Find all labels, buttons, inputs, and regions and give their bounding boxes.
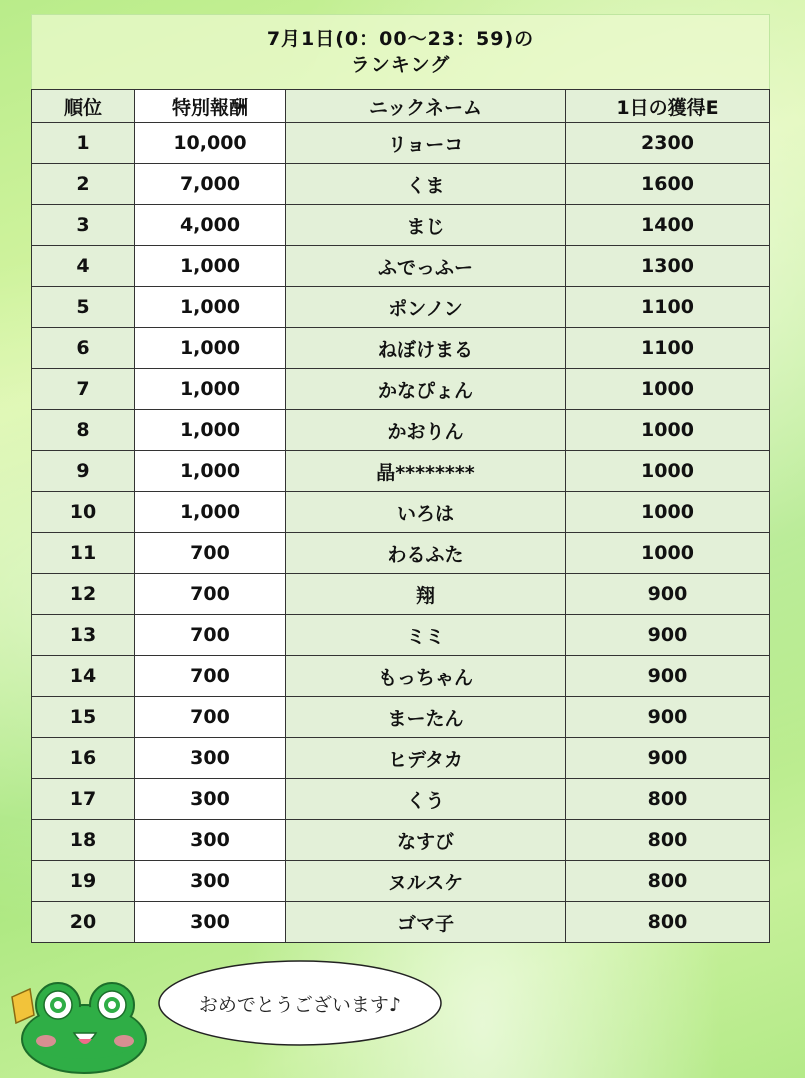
header-nickname: ニックネーム (286, 90, 566, 123)
ranking-title (31, 14, 770, 90)
prize-cell: 700 (135, 574, 286, 615)
nickname-cell: かなぴょん (286, 369, 566, 410)
table-row (32, 369, 770, 410)
points-cell: 1000 (566, 451, 770, 492)
prize-cell: 10,000 (135, 123, 286, 164)
rank-cell: 20 (32, 902, 135, 943)
rank-cell: 9 (32, 451, 135, 492)
nickname-cell: ポンノン (286, 287, 566, 328)
nickname-cell: リョーコ (286, 123, 566, 164)
points-cell: 1100 (566, 287, 770, 328)
table-row (32, 123, 770, 164)
points-cell: 1600 (566, 164, 770, 205)
prize-cell: 300 (135, 779, 286, 820)
points-cell: 900 (566, 697, 770, 738)
rank-cell: 2 (32, 164, 135, 205)
nickname-cell: ミミ (286, 615, 566, 656)
prize-cell: 4,000 (135, 205, 286, 246)
points-cell: 1300 (566, 246, 770, 287)
nickname-cell: なすび (286, 820, 566, 861)
rank-cell: 10 (32, 492, 135, 533)
points-cell: 900 (566, 738, 770, 779)
rank-cell: 18 (32, 820, 135, 861)
rank-cell: 4 (32, 246, 135, 287)
nickname-cell: ねぼけまる (286, 328, 566, 369)
rank-cell: 8 (32, 410, 135, 451)
prize-cell: 1,000 (135, 369, 286, 410)
rank-cell: 11 (32, 533, 135, 574)
ranking-title-line1: 7月1日(0：00～23：59)の (266, 28, 535, 50)
rank-cell: 14 (32, 656, 135, 697)
rank-cell: 16 (32, 738, 135, 779)
nickname-cell: ヌルスケ (286, 861, 566, 902)
nickname-cell: くま (286, 164, 566, 205)
ranking-title-line2: ランキング (350, 54, 451, 76)
prize-cell: 1,000 (135, 410, 286, 451)
rank-cell: 17 (32, 779, 135, 820)
header-rank: 順位 (32, 90, 135, 123)
rank-cell: 6 (32, 328, 135, 369)
points-cell: 900 (566, 574, 770, 615)
prize-cell: 700 (135, 656, 286, 697)
table-row (32, 615, 770, 656)
rank-cell: 1 (32, 123, 135, 164)
table-row (32, 902, 770, 943)
points-cell: 800 (566, 779, 770, 820)
rank-cell: 19 (32, 861, 135, 902)
table-row (32, 410, 770, 451)
points-cell: 800 (566, 861, 770, 902)
points-cell: 800 (566, 902, 770, 943)
points-cell: 1000 (566, 410, 770, 451)
nickname-cell: わるふた (286, 533, 566, 574)
points-cell: 2300 (566, 123, 770, 164)
rank-cell: 3 (32, 205, 135, 246)
nickname-cell: まーたん (286, 697, 566, 738)
congratulations-text: おめでとうございます♪ (198, 993, 402, 1016)
nickname-cell: くう (286, 779, 566, 820)
prize-cell: 1,000 (135, 451, 286, 492)
points-cell: 1000 (566, 369, 770, 410)
nickname-cell: いろは (286, 492, 566, 533)
nickname-cell: 晶******** (286, 451, 566, 492)
prize-cell: 1,000 (135, 246, 286, 287)
points-cell: 800 (566, 820, 770, 861)
rank-cell: 13 (32, 615, 135, 656)
nickname-cell: 翔 (286, 574, 566, 615)
rank-cell: 15 (32, 697, 135, 738)
nickname-cell: ヒデタカ (286, 738, 566, 779)
prize-cell: 300 (135, 738, 286, 779)
prize-cell: 300 (135, 861, 286, 902)
table-row (32, 697, 770, 738)
points-cell: 1400 (566, 205, 770, 246)
ranking-table (31, 89, 770, 943)
prize-cell: 1,000 (135, 492, 286, 533)
table-row (32, 656, 770, 697)
prize-cell: 700 (135, 697, 286, 738)
nickname-cell: かおりん (286, 410, 566, 451)
header-points: 1日の獲得E (566, 90, 770, 123)
points-cell: 900 (566, 615, 770, 656)
table-header-row (32, 90, 770, 123)
nickname-cell: まじ (286, 205, 566, 246)
prize-cell: 7,000 (135, 164, 286, 205)
table-row (32, 205, 770, 246)
rank-cell: 7 (32, 369, 135, 410)
table-row (32, 328, 770, 369)
table-row (32, 861, 770, 902)
prize-cell: 300 (135, 902, 286, 943)
points-cell: 1000 (566, 492, 770, 533)
table-row (32, 779, 770, 820)
prize-cell: 1,000 (135, 328, 286, 369)
header-prize: 特別報酬 (135, 90, 286, 123)
prize-cell: 1,000 (135, 287, 286, 328)
table-row (32, 246, 770, 287)
points-cell: 1100 (566, 328, 770, 369)
table-row (32, 820, 770, 861)
points-cell: 1000 (566, 533, 770, 574)
prize-cell: 300 (135, 820, 286, 861)
table-row (32, 533, 770, 574)
rank-cell: 12 (32, 574, 135, 615)
rank-cell: 5 (32, 287, 135, 328)
table-row (32, 287, 770, 328)
table-row (32, 574, 770, 615)
table-row (32, 492, 770, 533)
nickname-cell: ふでっふー (286, 246, 566, 287)
points-cell: 900 (566, 656, 770, 697)
nickname-cell: もっちゃん (286, 656, 566, 697)
table-row (32, 164, 770, 205)
frog-mascot-icon (8, 975, 148, 1075)
prize-cell: 700 (135, 615, 286, 656)
nickname-cell: ゴマ子 (286, 902, 566, 943)
prize-cell: 700 (135, 533, 286, 574)
table-row (32, 738, 770, 779)
table-row (32, 451, 770, 492)
